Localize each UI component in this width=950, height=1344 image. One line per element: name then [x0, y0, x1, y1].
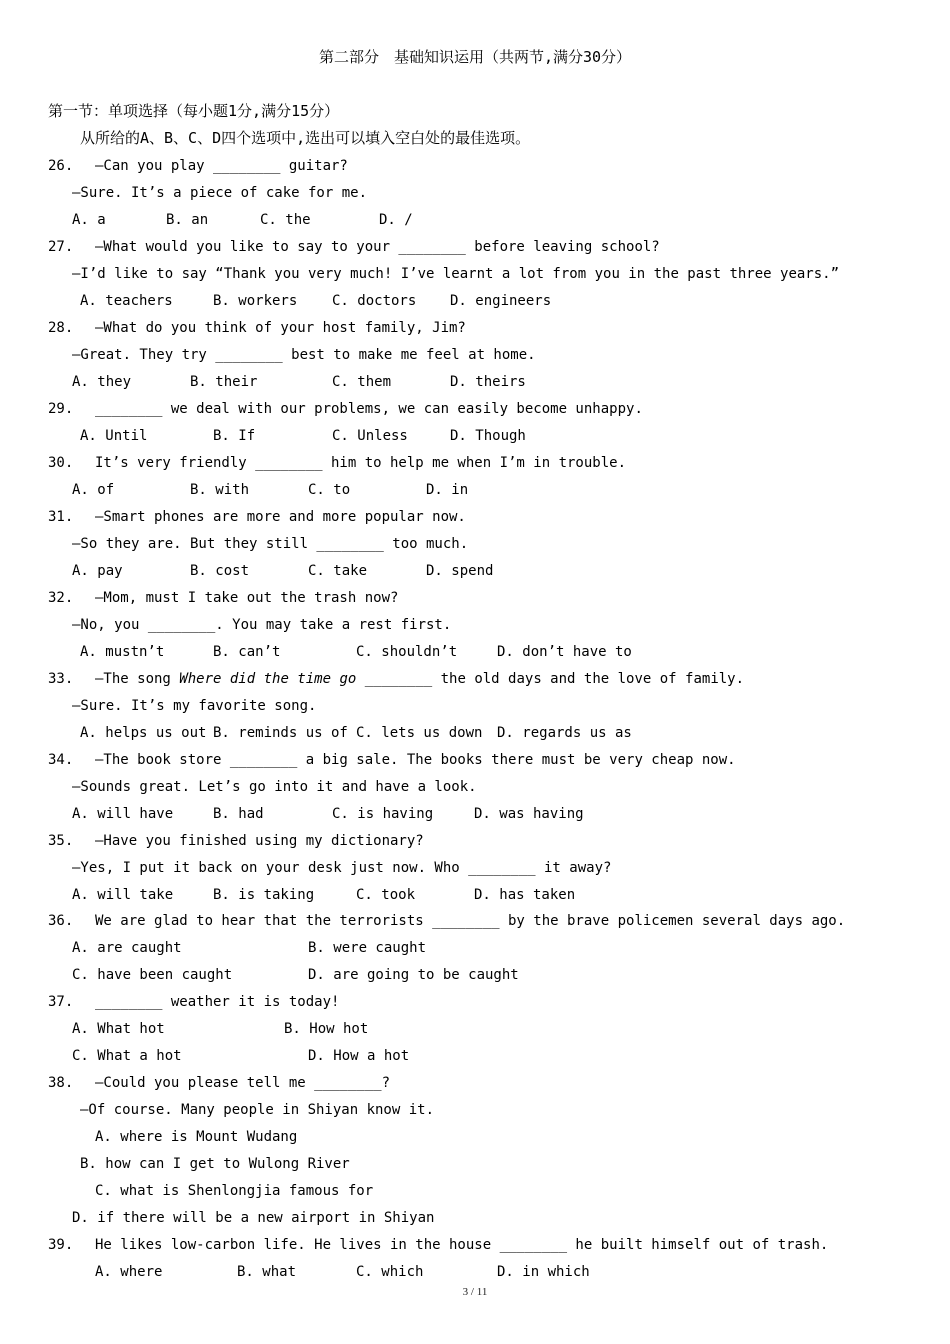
option: B. cost — [190, 563, 250, 579]
question-reply: —Great. They try ________ best to make me feel at home. — [72, 347, 536, 363]
question-stem: —Mom, must I take out the trash now? — [95, 590, 399, 606]
option: B. their — [190, 374, 258, 390]
question-reply: —Sure. It’s my favorite song. — [72, 698, 317, 714]
question-reply: —So they are. But they still ________ too much. — [72, 536, 469, 552]
option: C. What a hot — [72, 1048, 182, 1064]
question-stem: —The book store ________ a big sale. The books there must be very cheap now. — [95, 752, 736, 768]
question-stem: —What would you like to say to your ________ before leaving school? — [95, 239, 660, 255]
option: C. to — [308, 482, 351, 498]
question-stem: —Can you play ________ guitar? — [95, 158, 348, 174]
option: B. how can I get to Wulong River — [80, 1156, 350, 1172]
question-stem: ________ weather it is today! — [95, 994, 340, 1010]
question-reply: —No, you ________. You may take a rest first. — [72, 617, 452, 633]
option: A. where — [95, 1264, 163, 1280]
question-stem — [95, 670, 744, 688]
question-reply: —Sounds great. Let’s go into it and have a look. — [72, 779, 477, 795]
question-number: 34. — [48, 752, 74, 768]
option: D. in which — [497, 1264, 590, 1280]
question-number: 28. — [48, 320, 74, 336]
option: A. helps us out — [80, 725, 207, 741]
stem-text: ________ the old days and the love of family. — [356, 671, 745, 687]
question-reply: —Sure. It’s a piece of cake for me. — [72, 185, 368, 201]
option: B. reminds us of — [213, 725, 348, 741]
question-stem: —Smart phones are more and more popular now. — [95, 509, 466, 525]
option: A. mustn’t — [80, 644, 165, 660]
option: A. they — [72, 374, 132, 390]
question-number: 30. — [48, 455, 74, 471]
option: D. regards us as — [497, 725, 632, 741]
option: A. a — [72, 212, 106, 228]
option: B. what — [237, 1264, 297, 1280]
question-number: 39. — [48, 1237, 74, 1253]
page-number: 3 / 11 — [462, 1286, 488, 1298]
option: C. shouldn’t — [356, 644, 458, 660]
option: C. take — [308, 563, 368, 579]
option: D. are going to be caught — [308, 967, 519, 983]
question-number: 29. — [48, 401, 74, 417]
option: D. in — [426, 482, 469, 498]
option: A. Until — [80, 428, 148, 444]
option: B. workers — [213, 293, 298, 309]
section-heading: 第一节：单项选择（每小题1分,满分15分） — [48, 102, 340, 120]
option: D. don’t have to — [497, 644, 632, 660]
question-number: 37. — [48, 994, 74, 1010]
option: C. doctors — [332, 293, 417, 309]
option: D. has taken — [474, 887, 576, 903]
question-number: 27. — [48, 239, 74, 255]
option: C. which — [356, 1264, 424, 1280]
option: B. were caught — [308, 940, 427, 956]
question-reply: —I’d like to say “Thank you very much! I’ve learnt a lot from you in the past three years.” — [72, 266, 840, 282]
question-stem: It’s very friendly ________ him to help me when I’m in trouble. — [95, 455, 627, 471]
song-title: Where did the time go — [179, 671, 357, 687]
question-stem: —Could you please tell me ________? — [95, 1075, 391, 1091]
option: D. How a hot — [308, 1048, 410, 1064]
option: C. the — [260, 212, 311, 228]
question-reply: —Of course. Many people in Shiyan know it. — [80, 1102, 435, 1118]
option: D. Though — [450, 428, 526, 444]
option: A. What hot — [72, 1021, 165, 1037]
option: D. if there will be a new airport in Shiyan — [72, 1210, 435, 1226]
option: A. are caught — [72, 940, 182, 956]
option: C. lets us down — [356, 725, 483, 741]
option: B. an — [166, 212, 209, 228]
option: B. How hot — [284, 1021, 369, 1037]
question-number: 31. — [48, 509, 74, 525]
part-title: 第二部分 基础知识运用（共两节,满分30分） — [318, 48, 632, 66]
option: B. can’t — [213, 644, 281, 660]
stem-text: —The song — [95, 671, 180, 687]
option: A. of — [72, 482, 115, 498]
question-number: 26. — [48, 158, 74, 174]
option: A. pay — [72, 563, 123, 579]
question-stem: —What do you think of your host family, Jim? — [95, 320, 466, 336]
option: C. them — [332, 374, 392, 390]
option: A. will have — [72, 806, 174, 822]
question-number: 32. — [48, 590, 74, 606]
question-number: 38. — [48, 1075, 74, 1091]
option: C. is having — [332, 806, 434, 822]
question-stem: —Have you finished using my dictionary? — [95, 833, 424, 849]
option: C. what is Shenlongjia famous for — [95, 1183, 374, 1199]
question-reply: —Yes, I put it back on your desk just now. Who ________ it away? — [72, 860, 612, 876]
question-number: 35. — [48, 833, 74, 849]
option: D. spend — [426, 563, 494, 579]
option: C. Unless — [332, 428, 408, 444]
option: B. had — [213, 806, 264, 822]
option: A. will take — [72, 887, 174, 903]
option: C. have been caught — [72, 967, 233, 983]
section-instruction: 从所给的A、B、C、D四个选项中,选出可以填入空白处的最佳选项。 — [80, 129, 531, 147]
question-stem: ________ we deal with our problems, we can easily become unhappy. — [95, 401, 643, 417]
option: D. / — [379, 212, 413, 228]
option: D. was having — [474, 806, 584, 822]
option: D. theirs — [450, 374, 526, 390]
question-stem: We are glad to hear that the terrorists ________ by the brave policemen several days ago. — [95, 913, 846, 929]
option: A. where is Mount Wudang — [95, 1129, 298, 1145]
question-number: 36. — [48, 913, 74, 929]
option: B. If — [213, 428, 256, 444]
question-stem: He likes low-carbon life. He lives in the house ________ he built himself out of trash. — [95, 1237, 829, 1253]
option: C. took — [356, 887, 416, 903]
option: A. teachers — [80, 293, 173, 309]
option: B. is taking — [213, 887, 315, 903]
option: B. with — [190, 482, 250, 498]
question-number: 33. — [48, 671, 74, 687]
option: D. engineers — [450, 293, 552, 309]
